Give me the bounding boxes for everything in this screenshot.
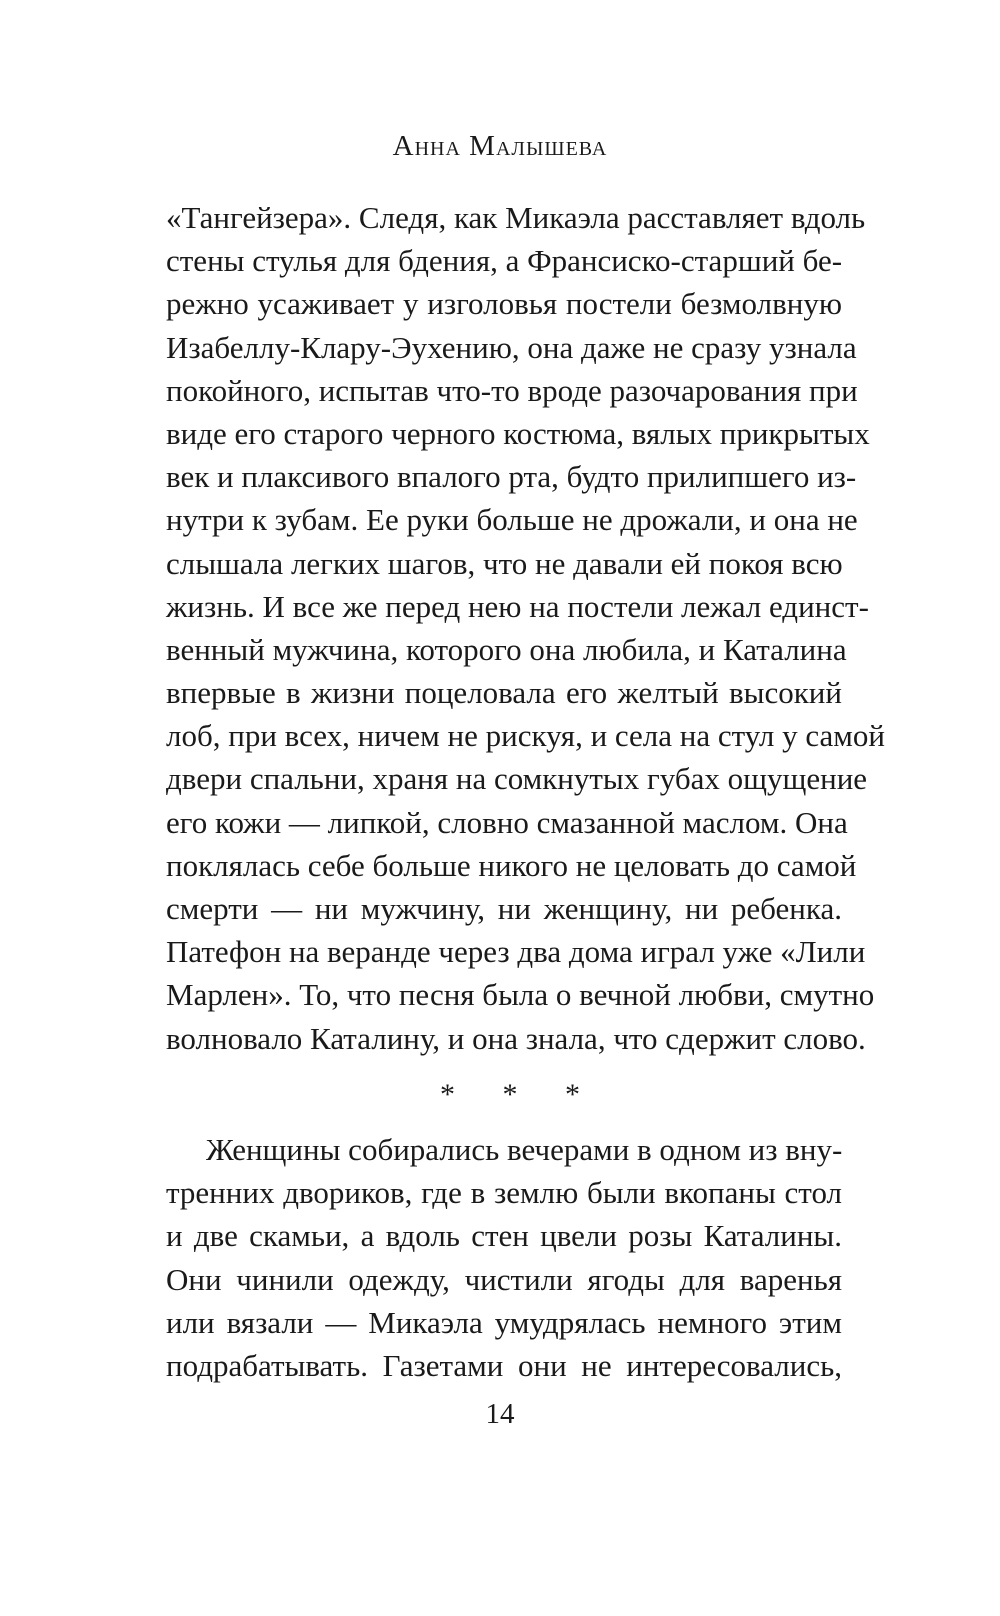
text-line: смерти — ни мужчину, ни женщину, ни ребенка. — [166, 891, 842, 926]
text-line: век и плаксивого впалого рта, будто прилипшего из- — [166, 459, 857, 495]
text-line: лоб, при всех, ничем не рискуя, и села на стул у самой — [166, 718, 885, 754]
text-line: Патефон на веранде через два дома играл уже «Лили — [166, 934, 866, 970]
text-line: Женщины собирались вечерами в одном из вну- — [206, 1132, 843, 1167]
text-line: Они чинили одежду, чистили ягоды для варенья — [166, 1261, 842, 1297]
section-break: * * * — [440, 1078, 600, 1111]
text-line: или вязали — Микаэла умудрялась немного этим — [166, 1304, 842, 1340]
text-line: слышала легких шагов, что не давали ей покоя всю — [166, 545, 843, 581]
text-line: и две скамьи, а вдоль стен цвели розы Каталины. — [166, 1218, 842, 1254]
text-line: волновало Каталину, и она знала, что сдержит слово. — [166, 1020, 866, 1056]
page-number: 14 — [485, 1398, 515, 1430]
text-line: режно усаживает у изголовья постели безмолвную — [166, 286, 842, 322]
text-line: Изабеллу-Клару-Эухению, она даже не сразу узнала — [166, 329, 857, 365]
text-line: Марлен». То, что песня была о вечной любви, смутно — [166, 977, 875, 1013]
paragraph-2 — [166, 1128, 842, 1387]
text-line: нутри к зубам. Ее руки больше не дрожали, и она не — [166, 502, 858, 538]
text-line: подрабатывать. Газетами они не интересовались, — [166, 1347, 842, 1383]
text-line: поклялась себе больше никого не целовать до самой — [166, 847, 857, 883]
text-line: покойного, испытав что-то вроде разочарования при — [166, 372, 858, 408]
text-line: «Тангейзера». Следя, как Микаэла расставляет вдоль — [166, 200, 866, 235]
text-line: жизнь. И все же перед нею на постели лежал единст- — [166, 588, 869, 624]
text-line: тренних двориков, где в землю были вкопаны стол — [166, 1175, 842, 1211]
text-line: венный мужчина, которого она любила, и Каталина — [166, 631, 847, 667]
text-line: виде его старого черного костюма, вялых прикрытых — [166, 415, 870, 451]
text-line: его кожи — липкой, словно смазанной маслом. Она — [166, 804, 848, 840]
paragraph-1 — [166, 196, 885, 1060]
text-line: двери спальни, храня на сомкнутых губах ощущение — [166, 761, 868, 797]
running-head: Анна Малышева — [392, 130, 608, 162]
text-line: впервые в жизни поцеловала его желтый высокий — [166, 675, 842, 711]
text-line: стены стулья для бдения, а Франсиско-старший бе- — [166, 243, 843, 279]
